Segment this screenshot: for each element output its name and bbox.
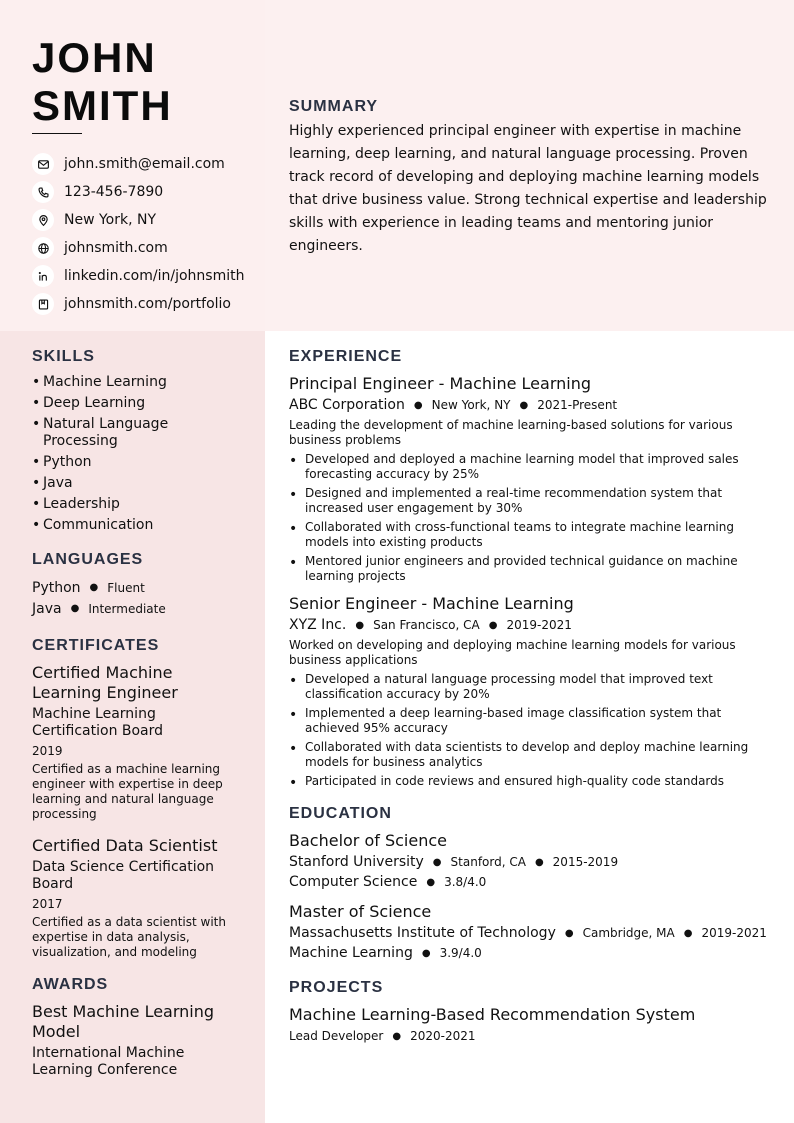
project-title: Machine Learning-Based Recommendation System bbox=[289, 1005, 696, 1024]
last-name: SMITH bbox=[32, 82, 173, 129]
project-meta bbox=[289, 1029, 773, 1043]
certificates-title: CERTIFICATES bbox=[32, 637, 160, 654]
job-bullets bbox=[289, 452, 773, 584]
separator-dot: ● bbox=[432, 856, 442, 868]
languages-list bbox=[32, 577, 242, 619]
certificate-item bbox=[32, 663, 242, 822]
award-item bbox=[32, 1002, 242, 1079]
certificate-year: 2017 bbox=[32, 897, 63, 911]
education-degree: Bachelor of Science bbox=[289, 831, 447, 850]
job-location: San Francisco, CA bbox=[373, 618, 480, 632]
job-bullet: • Collaborated with cross-functional teams to integrate machine learning models into existing products bbox=[289, 520, 773, 550]
main-column bbox=[289, 348, 773, 1043]
job-item bbox=[289, 374, 773, 584]
award-title: Best Machine Learning Model bbox=[32, 1002, 215, 1041]
education-item bbox=[289, 902, 773, 961]
summary-title: SUMMARY bbox=[289, 98, 379, 115]
skills-title: SKILLS bbox=[32, 348, 95, 365]
education-school-row bbox=[289, 854, 773, 870]
job-bullets bbox=[289, 672, 773, 789]
education-gpa: 3.8/4.0 bbox=[444, 875, 487, 889]
job-title: Principal Engineer - Machine Learning bbox=[289, 374, 591, 393]
certificate-issuer: Machine Learning Certification Board bbox=[32, 706, 164, 739]
experience-title: EXPERIENCE bbox=[289, 348, 403, 365]
skill-item: • Leadership bbox=[32, 496, 242, 513]
summary-text: Highly experienced principal engineer with expertise in machine learning, deep learning, and natural language processing. Proven track record of developing and deploying machine learning models that drive business value. Strong technical expertise and leadership skills with experience in leading teams and mentoring junior engineers. bbox=[289, 123, 767, 254]
skill-item: • Deep Learning bbox=[32, 395, 242, 412]
education-title: EDUCATION bbox=[289, 805, 392, 822]
education-school: Stanford University bbox=[289, 854, 424, 870]
skills-list bbox=[32, 374, 242, 534]
sidebar-sections bbox=[32, 348, 242, 1079]
separator-dot: ● bbox=[70, 603, 80, 614]
language-name: Python bbox=[32, 579, 81, 596]
job-location: New York, NY bbox=[431, 398, 511, 412]
skill-item: • Communication bbox=[32, 517, 242, 534]
job-dates: 2019-2021 bbox=[506, 618, 572, 632]
job-meta bbox=[289, 397, 773, 413]
location-text: New York, NY bbox=[64, 212, 157, 228]
language-name: Java bbox=[32, 600, 62, 617]
education-dates: 2015-2019 bbox=[552, 855, 619, 869]
skill-item: • Natural Language Processing bbox=[32, 416, 242, 450]
separator-dot: ● bbox=[683, 927, 693, 939]
education-degree: Master of Science bbox=[289, 902, 432, 921]
portfolio-icon bbox=[32, 293, 54, 315]
contact-email[interactable] bbox=[32, 150, 244, 178]
language-level: Intermediate bbox=[88, 601, 166, 616]
first-name: JOHN bbox=[32, 34, 157, 81]
job-bullet: • Developed and deployed a machine learning model that improved sales forecasting accuracy by 25% bbox=[289, 452, 773, 482]
job-bullet: • Collaborated with data scientists to develop and deploy machine learning models for business analytics bbox=[289, 740, 773, 770]
separator-dot: ● bbox=[534, 856, 544, 868]
certificate-desc: Certified as a data scientist with expertise in data analysis, visualization, and modeling bbox=[32, 915, 226, 959]
contact-website[interactable] bbox=[32, 234, 244, 262]
job-dates: 2021-Present bbox=[537, 398, 618, 412]
certificate-item bbox=[32, 836, 242, 960]
job-bullet: • Developed a natural language processing model that improved text classification accuracy by 20% bbox=[289, 672, 773, 702]
project-item bbox=[289, 1005, 773, 1043]
awards-title: AWARDS bbox=[32, 976, 109, 993]
language-item bbox=[32, 577, 242, 598]
job-company: ABC Corporation bbox=[289, 397, 405, 413]
mail-icon bbox=[32, 153, 54, 175]
education-field: Machine Learning bbox=[289, 945, 413, 961]
linkedin-icon bbox=[32, 265, 54, 287]
contact-location bbox=[32, 206, 244, 234]
language-level: Fluent bbox=[107, 580, 145, 595]
separator-dot: ● bbox=[413, 399, 423, 411]
project-role: Lead Developer bbox=[289, 1029, 384, 1043]
education-school-row bbox=[289, 925, 773, 941]
phone-icon bbox=[32, 181, 54, 203]
skill-item: • Java bbox=[32, 475, 242, 492]
name-divider bbox=[32, 133, 82, 134]
contact-linkedin[interactable] bbox=[32, 262, 244, 290]
job-meta bbox=[289, 617, 773, 633]
education-field-row bbox=[289, 945, 773, 961]
globe-icon bbox=[32, 237, 54, 259]
education-field-row bbox=[289, 874, 773, 890]
job-item bbox=[289, 594, 773, 789]
award-issuer: International Machine Learning Conference bbox=[32, 1045, 185, 1078]
education-item bbox=[289, 831, 773, 890]
separator-dot: ● bbox=[564, 927, 574, 939]
job-company: XYZ Inc. bbox=[289, 617, 347, 633]
language-item bbox=[32, 598, 242, 619]
projects-title: PROJECTS bbox=[289, 979, 384, 996]
languages-title: LANGUAGES bbox=[32, 551, 144, 568]
certificate-desc: Certified as a machine learning engineer with expertise in deep learning and natural language processing bbox=[32, 762, 223, 821]
separator-dot: ● bbox=[392, 1030, 402, 1042]
job-bullet: • Implemented a deep learning-based image classification system that achieved 95% accuracy bbox=[289, 706, 773, 736]
skill-item: • Python bbox=[32, 454, 242, 471]
contact-phone[interactable] bbox=[32, 178, 244, 206]
portfolio-text: johnsmith.com/portfolio bbox=[64, 296, 231, 312]
certificate-title: Certified Machine Learning Engineer bbox=[32, 663, 178, 702]
certificate-title: Certified Data Scientist bbox=[32, 836, 218, 855]
summary-section bbox=[289, 98, 774, 258]
education-dates: 2019-2021 bbox=[701, 926, 767, 940]
job-description: Leading the development of machine learning-based solutions for various business problems bbox=[289, 418, 733, 447]
education-location: Stanford, CA bbox=[450, 855, 526, 869]
separator-dot: ● bbox=[488, 619, 498, 631]
map-pin-icon bbox=[32, 209, 54, 231]
certificate-issuer: Data Science Certification Board bbox=[32, 859, 215, 892]
contact-list bbox=[32, 150, 244, 318]
job-bullet: • Mentored junior engineers and provided technical guidance on machine learning projects bbox=[289, 554, 773, 584]
project-dates: 2020-2021 bbox=[410, 1029, 476, 1043]
phone-text: 123-456-7890 bbox=[64, 184, 164, 200]
education-gpa: 3.9/4.0 bbox=[439, 946, 482, 960]
job-title: Senior Engineer - Machine Learning bbox=[289, 594, 574, 613]
contact-portfolio[interactable] bbox=[32, 290, 244, 318]
separator-dot: ● bbox=[355, 619, 365, 631]
linkedin-text: linkedin.com/in/johnsmith bbox=[64, 268, 245, 284]
education-school: Massachusetts Institute of Technology bbox=[289, 925, 556, 941]
separator-dot: ● bbox=[519, 399, 529, 411]
separator-dot: ● bbox=[421, 947, 431, 959]
skill-item: • Machine Learning bbox=[32, 374, 242, 391]
email-text: john.smith@email.com bbox=[64, 156, 225, 172]
certificate-year: 2019 bbox=[32, 744, 63, 758]
candidate-name bbox=[32, 34, 173, 130]
education-field: Computer Science bbox=[289, 874, 418, 890]
separator-dot: ● bbox=[89, 582, 99, 593]
website-text: johnsmith.com bbox=[64, 240, 168, 256]
job-description: Worked on developing and deploying machine learning models for various business applications bbox=[289, 638, 736, 667]
job-bullet: • Designed and implemented a real-time recommendation system that increased user engagement by 30% bbox=[289, 486, 773, 516]
job-bullet: • Participated in code reviews and ensured high-quality code standards bbox=[289, 774, 773, 789]
separator-dot: ● bbox=[426, 876, 436, 888]
education-location: Cambridge, MA bbox=[582, 926, 675, 940]
